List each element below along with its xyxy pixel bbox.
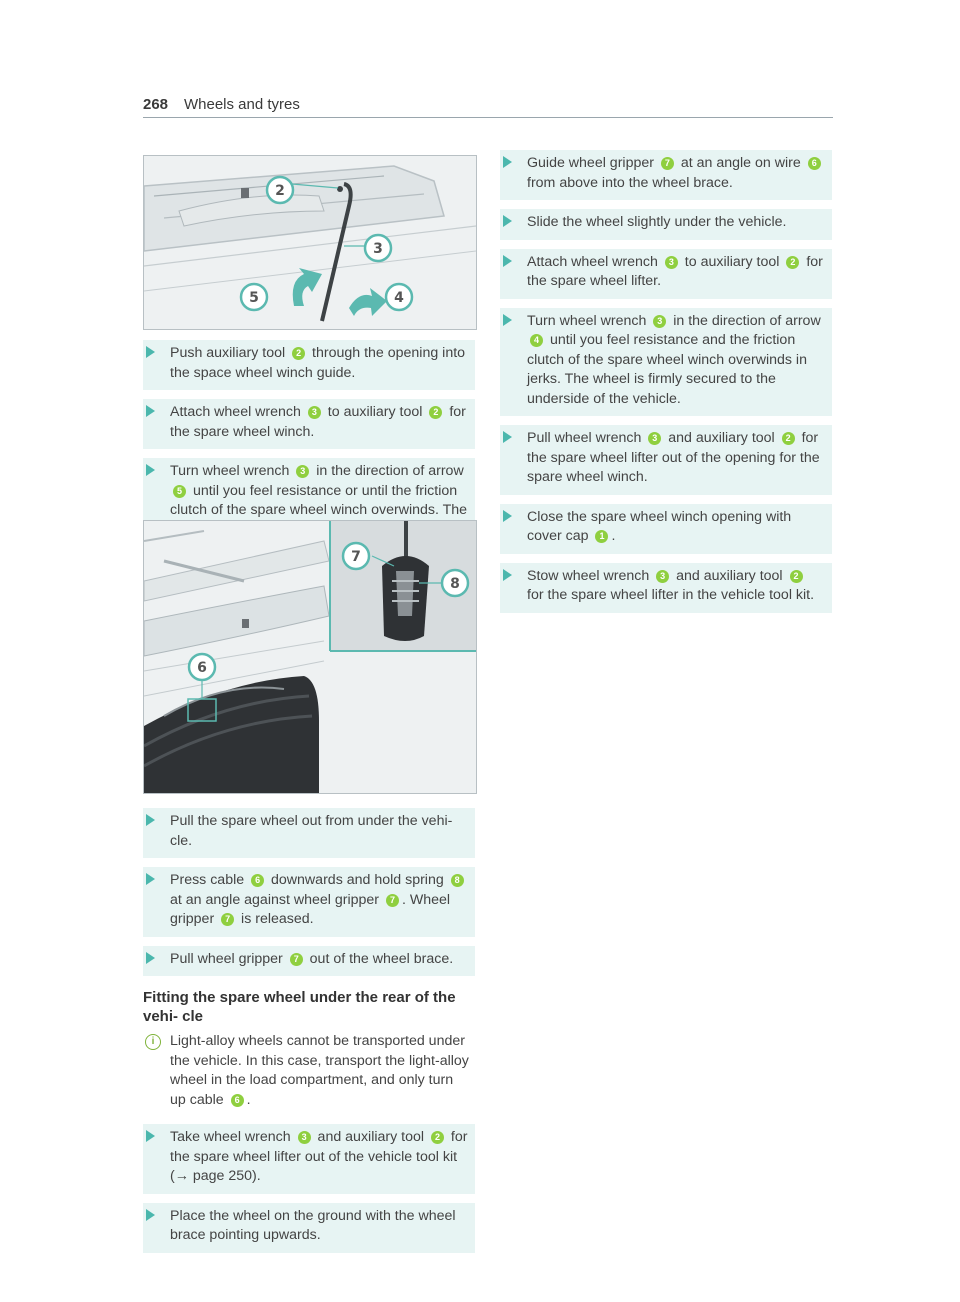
figure1-callout-5: 5 [249,290,259,306]
step-arrow-icon [503,156,512,168]
callout-badge: 7 [386,894,399,907]
step-arrow-icon [503,510,512,522]
step-arrow-icon [146,1130,155,1142]
step-arrow-icon [146,346,155,358]
step-arrow-icon [503,569,512,581]
info-note: i Light-alloy wheels cannot be transported under the vehicle. In this case, transport the light-alloy wheel in the load compartment, and only turn up cable 6 . [143,1032,475,1110]
callout-badge: 4 [530,334,543,347]
callout-badge: 2 [786,256,799,269]
callout-badge: 2 [782,432,795,445]
callout-badge: 3 [656,570,669,583]
step-pull-wrench-out: Pull wheel wrench 3 and auxiliary tool 2 for the spare wheel lifter out of the opening for the spare wheel winch. [500,425,832,495]
callout-badge: 2 [431,1131,444,1144]
callout-badge: 7 [290,953,303,966]
step-arrow-icon [146,814,155,826]
step-arrow-icon [503,255,512,267]
callout-badge: 7 [661,157,674,170]
figure2-callout-7: 7 [351,549,361,565]
callout-badge: 7 [221,913,234,926]
step-push-auxiliary-tool: Push auxiliary tool 2 through the opening into the space wheel winch guide. [143,340,475,390]
step-place-wheel: Place the wheel on the ground with the wheel brace pointing upwards. [143,1203,475,1253]
callout-badge: 5 [173,485,186,498]
figure-spare-wheel [143,520,477,794]
subheading: Fitting the spare wheel under the rear of the vehi- cle [143,989,456,1025]
page-header [143,96,833,116]
step-arrow-icon [503,431,512,443]
callout-badge: 1 [595,530,608,543]
figure1-callout-4: 4 [394,290,404,306]
callout-badge: 6 [231,1094,244,1107]
step-close-opening: Close the spare wheel winch opening with cover cap 1 . [500,504,832,554]
info-icon: i [145,1034,161,1050]
step-turn-wrench-secure: Turn wheel wrench 3 in the direction of arrow 4 until you feel resistance and the friction clutch of the spare wheel winch overwinds in jerks. The wheel is firmly secured to the underside of the vehicle. [500,308,832,417]
step-arrow-icon [503,215,512,227]
step-pull-gripper: Pull wheel gripper 7 out of the wheel brace. [143,946,475,977]
callout-badge: 3 [653,315,666,328]
section-title: Wheels and tyres [184,96,300,113]
figure1-callout-3: 3 [373,241,383,257]
step-arrow-icon [146,1209,155,1221]
callout-badge: 6 [808,157,821,170]
step-pull-spare-wheel: Pull the spare wheel out from under the vehi- cle. [143,808,475,858]
right-steps [500,150,832,622]
step-slide-wheel: Slide the wheel slightly under the vehicle. [500,209,832,240]
page-number: 268 [143,96,169,113]
step-stow-tools: Stow wheel wrench 3 and auxiliary tool 2 for the spare wheel lifter in the vehicle tool kit. [500,563,832,613]
figure1-callout-2: 2 [275,183,285,199]
step-arrow-icon [146,464,155,476]
header-rule [143,117,833,118]
step-arrow-icon [146,405,155,417]
figure2-callout-8: 8 [450,576,460,592]
step-arrow-icon [503,314,512,326]
callout-badge: 2 [292,347,305,360]
callout-badge: 2 [429,406,442,419]
step-take-tools: Take wheel wrench 3 and auxiliary tool 2 for the spare wheel lifter out of the vehicle tool kit (→ page 250). [143,1124,475,1194]
step-guide-gripper: Guide wheel gripper 7 at an angle on wire 6 from above into the wheel brace. [500,150,832,200]
callout-badge: 3 [298,1131,311,1144]
figure-winch-access [143,155,477,330]
callout-badge: 3 [648,432,661,445]
callout-badge: 3 [296,465,309,478]
step-turn-wrench-lower: Turn wheel wrench 3 in the direction of arrow 5 until you feel resistance or until the friction clutch of the spare wheel winch overwinds. The [143,458,475,547]
callout-badge: 8 [451,874,464,887]
step-press-cable: Press cable 6 downwards and hold spring 8 at an angle against wheel gripper 7 . Wheel gripper 7 is released. [143,867,475,937]
step-attach-wrench-lifter: Attach wheel wrench 3 to auxiliary tool 2 for the spare wheel lifter. [500,249,832,299]
callout-badge: 3 [665,256,678,269]
callout-badge: 6 [251,874,264,887]
step-arrow-icon [146,873,155,885]
step-arrow-icon [146,952,155,964]
callout-badge: 3 [308,406,321,419]
callout-badge: 2 [790,570,803,583]
figure2-callout-6: 6 [197,660,207,676]
step-attach-wrench: Attach wheel wrench 3 to auxiliary tool 2 for the spare wheel winch. [143,399,475,449]
left-steps-b [143,808,475,1262]
